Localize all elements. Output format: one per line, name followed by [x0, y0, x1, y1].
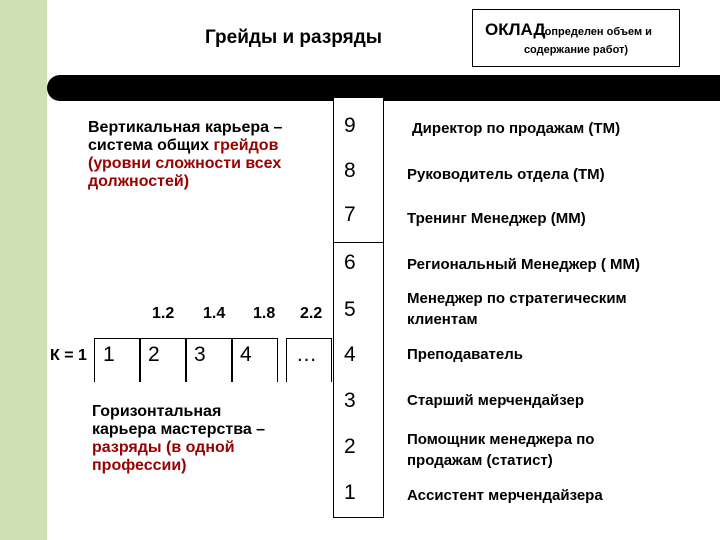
job-title-line1: Менеджер по стратегическим [407, 290, 627, 307]
k-coefficient-label: К = 1 [50, 347, 87, 364]
vertical-career-text [88, 119, 328, 191]
grade-number: 7 [344, 203, 356, 226]
coefficient-label: 1.2 [152, 305, 175, 322]
slide-title: Грейды и разряды [205, 27, 383, 48]
horizontal-line1: Горизонтальная [92, 403, 222, 420]
vertical-line2-accent: грейдов [213, 137, 279, 154]
job-title-line1: Помощник менеджера по [407, 431, 595, 448]
salary-heading: ОКЛАД [485, 20, 546, 39]
horizontal-line3: разряды (в одной [92, 439, 235, 456]
coefficient-label: 2.2 [300, 305, 323, 322]
grade-number: 3 [344, 389, 356, 412]
coefficient-label: 1.4 [203, 305, 226, 322]
rank-number: 4 [240, 343, 252, 366]
salary-note-line1: (определен объем и [541, 26, 652, 38]
grade-column [333, 97, 384, 518]
vertical-line4: должностей) [88, 173, 190, 190]
job-title: Директор по продажам (ТМ) [412, 120, 621, 137]
grade-number: 5 [344, 298, 356, 321]
rank-number: 3 [194, 343, 206, 366]
left-decor-strip [0, 0, 47, 540]
vertical-line3: (уровни сложности всех [88, 155, 282, 172]
grade-number: 8 [344, 159, 356, 182]
grade-number: 9 [344, 114, 356, 137]
job-title-line2: продажам (статист) [407, 452, 553, 469]
job-title: Преподаватель [407, 346, 523, 363]
job-title: Региональный Менеджер ( ММ) [407, 256, 641, 273]
vertical-line2 [88, 137, 328, 155]
rank-box [186, 338, 232, 382]
coefficient-label: 1.8 [253, 305, 276, 322]
rank-ellipsis: … [296, 343, 317, 366]
job-title: Тренинг Менеджер (ММ) [407, 210, 586, 227]
horizontal-career-text [92, 403, 322, 475]
job-title: Ассистент мерчендайзера [407, 487, 603, 504]
horizontal-line2: карьера мастерства – [92, 421, 266, 438]
job-title: Руководитель отдела (ТМ) [407, 166, 605, 183]
rank-number: 1 [103, 343, 115, 366]
grade-number: 4 [344, 343, 356, 366]
job-title-line2: клиентам [407, 311, 478, 328]
grade-number: 2 [344, 435, 356, 458]
job-title [407, 429, 594, 471]
grade-column-divider [333, 242, 384, 243]
rank-box [232, 338, 278, 382]
grade-number: 1 [344, 481, 356, 504]
horizontal-line4: профессии) [92, 457, 187, 474]
job-title [407, 288, 627, 330]
salary-box [472, 9, 680, 67]
rank-box [140, 338, 186, 382]
salary-note-line2: содержание работ) [523, 44, 629, 56]
rank-number: 2 [148, 343, 160, 366]
grade-number: 6 [344, 251, 356, 274]
rank-box [94, 338, 140, 382]
vertical-line1: Вертикальная карьера – [88, 119, 283, 136]
vertical-line2-plain: система общих [88, 137, 214, 154]
job-title: Старший мерчендайзер [407, 392, 584, 409]
